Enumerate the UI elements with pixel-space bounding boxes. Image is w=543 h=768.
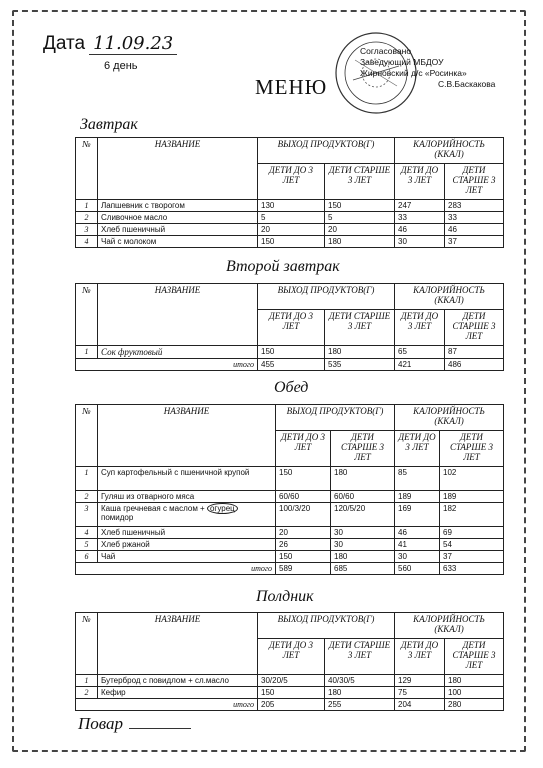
date-label: Дата [43, 33, 86, 54]
breakfast-table [75, 137, 504, 248]
cook-signature-line [78, 714, 191, 734]
total-row: итого 589 685 560 633 [76, 563, 504, 575]
col-name: НАЗВАНИЕ [98, 405, 276, 467]
col-yield: ВЫХОД ПРОДУКТОВ(Г) [258, 613, 395, 639]
col-name: НАЗВАНИЕ [98, 138, 258, 200]
col-cal-over3: ДЕТИ СТАРШЕ 3 ЛЕТ [445, 164, 504, 200]
col-yield-under3: ДЕТИ ДО 3 ЛЕТ [276, 431, 331, 467]
table-row: 4 Хлеб пшеничный 20 30 46 69 [76, 527, 504, 539]
col-cal-over3: ДЕТИ СТАРШЕ 3 ЛЕТ [440, 431, 504, 467]
total-row: итого 205 255 204 280 [76, 699, 504, 711]
table-row: 1 Бутерброд с повидлом + сл.масло 30/20/5 40/30/5 129 180 [76, 675, 504, 687]
col-yield-over3: ДЕТИ СТАРШЕ 3 ЛЕТ [331, 431, 395, 467]
col-yield-over3: ДЕТИ СТАРШЕ 3 ЛЕТ [325, 639, 395, 675]
col-calories: КАЛОРИЙНОСТЬ (ККАЛ) [395, 613, 504, 639]
col-num: № [76, 405, 98, 467]
second-breakfast-table [75, 283, 504, 371]
total-row: итого 455 535 421 486 [76, 359, 504, 371]
approval-line: Жирновский д/с «Росинка» [360, 68, 467, 78]
col-cal-under3: ДЕТИ ДО 3 ЛЕТ [395, 639, 445, 675]
day-number: 6 день [104, 60, 138, 72]
col-cal-over3: ДЕТИ СТАРШЕ 3 ЛЕТ [445, 639, 504, 675]
col-yield-over3: ДЕТИ СТАРШЕ 3 ЛЕТ [325, 310, 395, 346]
table-row: 6 Чай 150 180 30 37 [76, 551, 504, 563]
date-value: 11.09.23 [89, 33, 177, 55]
table-row: 1 Суп картофельный с пшеничной крупой 150 180 85 102 [76, 467, 504, 491]
table-row: 3 Хлеб пшеничный 20 20 46 46 [76, 224, 504, 236]
table-row: 3 Каша гречневая с маслом + огурец помидор 100/3/20 120/5/20 169 182 [76, 503, 504, 527]
table-row: 2 Гуляш из отварного мяса 60/60 60/60 189 189 [76, 491, 504, 503]
lunch-table [75, 404, 504, 575]
col-name: НАЗВАНИЕ [98, 284, 258, 346]
approval-line: С.В.Баскакова [438, 79, 496, 89]
section-title-second-breakfast: Второй завтрак [226, 258, 340, 275]
page-title: МЕНЮ [255, 75, 328, 99]
section-title-breakfast: Завтрак [80, 116, 138, 133]
snack-table [75, 612, 504, 711]
approval-block [360, 46, 495, 90]
col-calories: КАЛОРИЙНОСТЬ (ККАЛ) [395, 138, 504, 164]
date-line [43, 33, 177, 55]
col-num: № [76, 284, 98, 346]
col-yield: ВЫХОД ПРОДУКТОВ(Г) [258, 138, 395, 164]
col-calories: КАЛОРИЙНОСТЬ (ККАЛ) [395, 284, 504, 310]
table-row: 2 Сливочное масло 5 5 33 33 [76, 212, 504, 224]
col-yield-under3: ДЕТИ ДО 3 ЛЕТ [258, 639, 325, 675]
section-title-lunch: Обед [274, 379, 309, 396]
col-yield-over3: ДЕТИ СТАРШЕ 3 ЛЕТ [325, 164, 395, 200]
col-name: НАЗВАНИЕ [98, 613, 258, 675]
col-num: № [76, 613, 98, 675]
col-cal-over3: ДЕТИ СТАРШЕ 3 ЛЕТ [445, 310, 504, 346]
table-row: 1 Сок фруктовый 150 180 65 87 [76, 346, 504, 359]
approval-line: Заведующий МБДОУ [360, 57, 444, 67]
col-cal-under3: ДЕТИ ДО 3 ЛЕТ [395, 310, 445, 346]
col-yield: ВЫХОД ПРОДУКТОВ(Г) [276, 405, 395, 431]
col-cal-under3: ДЕТИ ДО 3 ЛЕТ [395, 431, 440, 467]
cook-label: Повар [78, 714, 124, 733]
col-num: № [76, 138, 98, 200]
col-yield-under3: ДЕТИ ДО 3 ЛЕТ [258, 310, 325, 346]
table-row: 5 Хлеб ржаной 26 30 41 54 [76, 539, 504, 551]
table-row: 1 Лапшевник с творогом 130 150 247 283 [76, 200, 504, 212]
col-yield-under3: ДЕТИ ДО 3 ЛЕТ [258, 164, 325, 200]
table-row: 2 Кефир 150 180 75 100 [76, 687, 504, 699]
circled-word: огурец [207, 503, 238, 514]
table-row: 4 Чай с молоком 150 180 30 37 [76, 236, 504, 248]
col-yield: ВЫХОД ПРОДУКТОВ(Г) [258, 284, 395, 310]
col-cal-under3: ДЕТИ ДО 3 ЛЕТ [395, 164, 445, 200]
approval-line: Согласовано [360, 46, 412, 56]
col-calories: КАЛОРИЙНОСТЬ (ККАЛ) [395, 405, 504, 431]
signature-mark [129, 714, 191, 729]
section-title-snack: Полдник [256, 588, 314, 605]
